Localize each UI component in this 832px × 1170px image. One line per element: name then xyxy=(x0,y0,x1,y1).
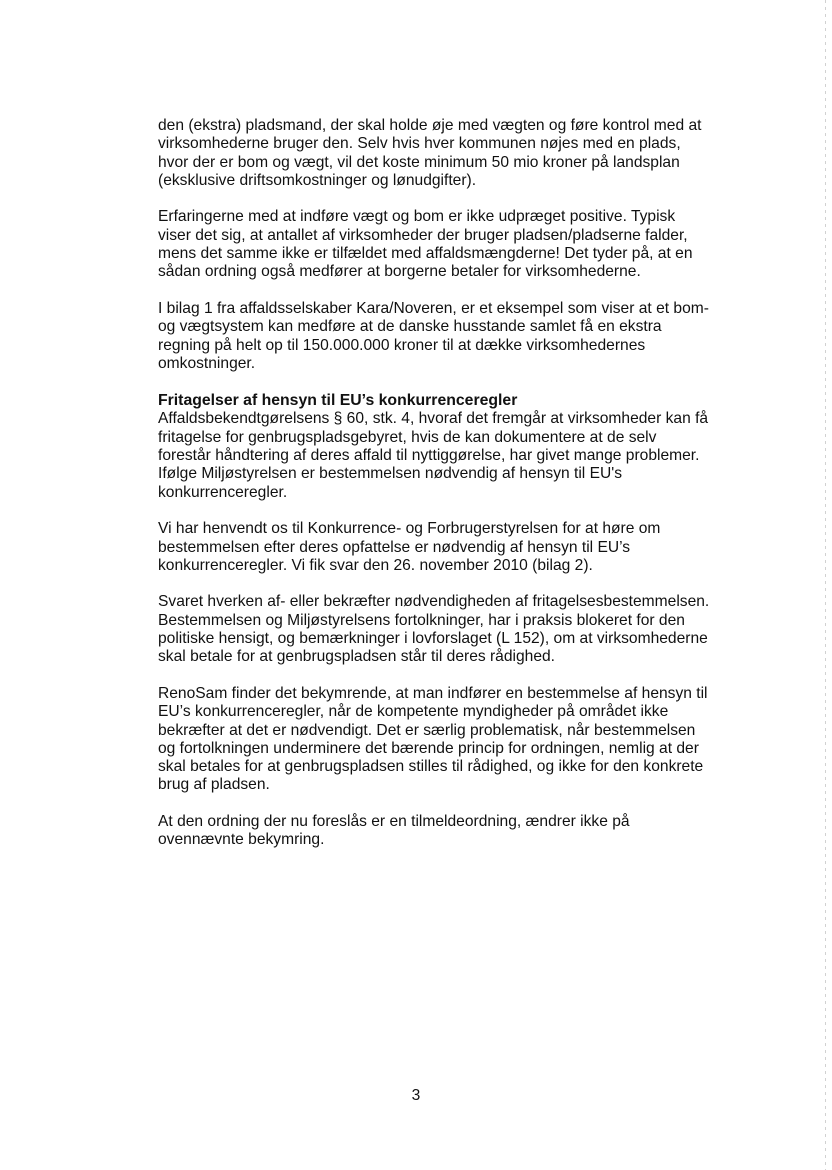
text-line: omkostninger. xyxy=(158,354,256,372)
text-line: sådan ordning også medfører at borgerne betaler for virksomhederne. xyxy=(158,263,641,281)
document-body xyxy=(158,117,718,868)
paragraph-bilag-1 xyxy=(158,300,718,373)
text-line: I bilag 1 fra affaldsselskaber Kara/Noveren, er et eksempel som viser at et bom- xyxy=(158,299,709,317)
text-line: ovennævnte bekymring. xyxy=(158,831,325,849)
text-line: brug af pladsen. xyxy=(158,776,270,794)
text-line: regning på helt op til 150.000.000 kroner til at dække virksomhedernes xyxy=(158,336,646,354)
text-line: bekræfter at det er nødvendigt. Det er særlig problematisk, når bestemmelsen xyxy=(158,721,696,739)
text-line: EU’s konkurrenceregler, når de kompetente myndigheder på området ikke xyxy=(158,703,669,721)
text-line: virksomhederne bruger den. Selv hvis hver kommunen nøjes med en plads, xyxy=(158,135,681,153)
text-line: fritagelse for genbrugspladsgebyret, hvis de kan dokumentere at de selv xyxy=(158,428,657,446)
text-line: RenoSam finder det bekymrende, at man indfører en bestemmelse af hensyn til xyxy=(158,684,708,702)
text-line: mens det samme ikke er tilfældet med affaldsmængderne! Det tyder på, at en xyxy=(158,245,693,263)
text-line: konkurrenceregler. xyxy=(158,483,288,501)
text-line: (eksklusive driftsomkostninger og lønudgifter). xyxy=(158,171,477,189)
text-line: Svaret hverken af- eller bekræfter nødvendigheden af fritagelsesbestemmelsen. xyxy=(158,593,710,611)
text-line: og vægtsystem kan medføre at de danske husstande samlet få en ekstra xyxy=(158,318,662,336)
text-line: politiske hensigt, og bemærkninger i lovforslaget (L 152), om at virksomhederne xyxy=(158,630,708,648)
text-line: og fortolkningen underminere det bærende princip for ordningen, nemlig at der xyxy=(158,739,699,757)
text-line: viser det sig, at antallet af virksomheder der bruger pladsen/pladserne falder, xyxy=(158,226,688,244)
text-line: konkurrenceregler. Vi fik svar den 26. november 2010 (bilag 2). xyxy=(158,556,593,574)
text-line: Ifølge Miljøstyrelsen er bestemmelsen nødvendig af hensyn til EU's xyxy=(158,465,623,483)
paragraph-svaret xyxy=(158,593,718,666)
text-line: skal betale for at genbrugspladsen står til deres rådighed. xyxy=(158,648,556,666)
text-line: den (ekstra) pladsmand, der skal holde øje med vægten og føre kontrol med at xyxy=(158,117,702,134)
paragraph-erfaringerne xyxy=(158,208,718,281)
paragraph-affaldsbekendtgoerelsen xyxy=(158,410,718,501)
text-line: hvor der er bom og vægt, vil det koste minimum 50 mio kroner på landsplan xyxy=(158,153,680,171)
scan-edge-mark xyxy=(825,0,826,1170)
paragraph-renosam xyxy=(158,685,718,795)
paragraph-pladsmand xyxy=(158,117,718,190)
page-number: 3 xyxy=(411,1087,421,1104)
section-heading: Fritagelser af hensyn til EU’s konkurrenceregler xyxy=(158,392,518,410)
text-line: bestemmelsen efter deres opfattelse er nødvendig af hensyn til EU’s xyxy=(158,538,631,556)
text-line: skal betales for at genbrugspladsen stilles til rådighed, og ikke for den konkrete xyxy=(158,758,704,776)
paragraph-henvendt xyxy=(158,520,718,575)
text-line: At den ordning der nu foreslås er en tilmeldeordning, ændrer ikke på xyxy=(158,812,630,830)
text-line: Affaldsbekendtgørelsens § 60, stk. 4, hvoraf det fremgår at virksomheder kan få xyxy=(158,410,709,428)
text-line: forestår håndtering af deres affald til nyttiggørelse, har givet mange problemer. xyxy=(158,447,700,465)
text-line: Erfaringerne med at indføre vægt og bom er ikke udpræget positive. Typisk xyxy=(158,208,676,226)
text-line: Vi har henvendt os til Konkurrence- og Forbrugerstyrelsen for at høre om xyxy=(158,520,661,538)
text-line: Bestemmelsen og Miljøstyrelsens fortolkninger, har i praksis blokeret for den xyxy=(158,611,685,629)
paragraph-tilmeldeordning xyxy=(158,813,718,850)
